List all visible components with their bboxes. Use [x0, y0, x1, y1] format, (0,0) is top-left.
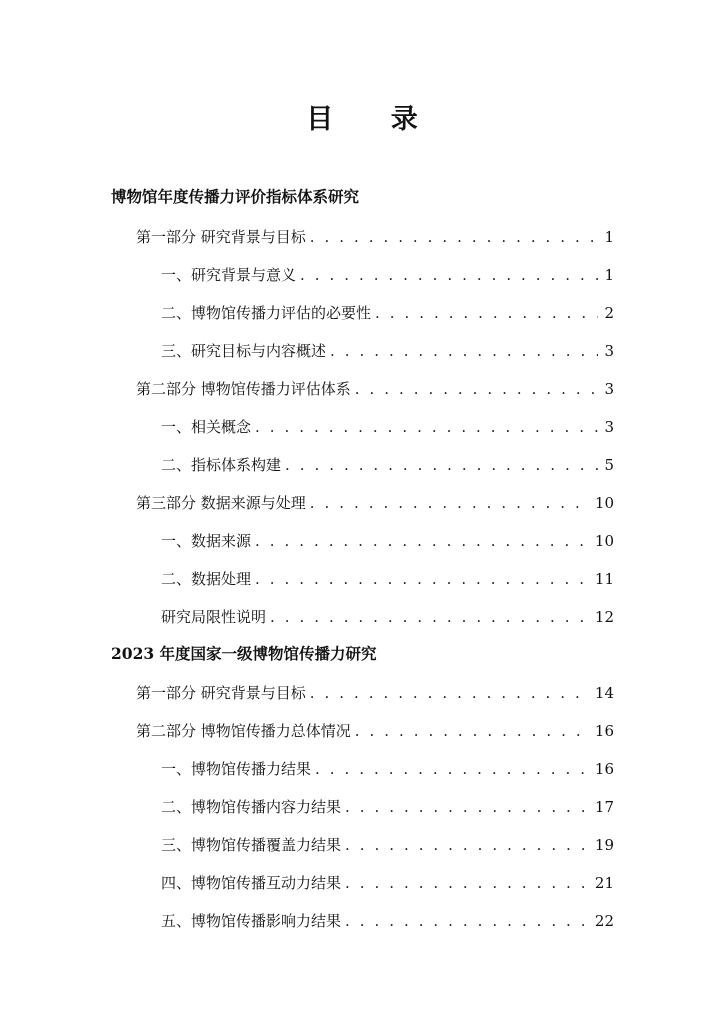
- toc-entry-page: 14: [594, 684, 614, 702]
- toc-entry-page: 3: [604, 380, 614, 398]
- toc-entry-label: 二、博物馆传播内容力结果: [161, 798, 342, 816]
- dot-leader: [255, 416, 598, 438]
- dot-leader: [345, 910, 589, 932]
- toc-entry[interactable]: [161, 340, 614, 362]
- toc-entry[interactable]: [136, 492, 614, 514]
- toc-entry[interactable]: [161, 302, 614, 324]
- section-title: 2023 年度国家一级博物馆传播力研究: [111, 644, 377, 663]
- toc-entry[interactable]: [161, 530, 614, 552]
- toc-entry[interactable]: [161, 910, 614, 932]
- toc-entry-page: 22: [594, 912, 614, 930]
- toc-entry-label: 三、研究目标与内容概述: [161, 342, 327, 360]
- dot-leader: [270, 606, 589, 628]
- toc-entry-page: 3: [604, 342, 614, 360]
- toc-entry[interactable]: [161, 796, 614, 818]
- toc-entry-label: 一、博物馆传播力结果: [161, 760, 312, 778]
- toc-entry[interactable]: [161, 758, 614, 780]
- toc-entry-page: 21: [594, 874, 614, 892]
- dot-leader: [255, 568, 589, 590]
- dot-leader: [315, 758, 589, 780]
- toc-entry-label: 第二部分 博物馆传播力总体情况: [136, 722, 351, 740]
- toc-entry[interactable]: [161, 834, 614, 856]
- toc-entry-label: 二、数据处理: [161, 570, 252, 588]
- toc-entry[interactable]: [136, 720, 614, 742]
- toc-entry-label: 一、数据来源: [161, 532, 252, 550]
- toc-entry-label: 第三部分 数据来源与处理: [136, 494, 306, 512]
- page-title: 目 录: [306, 104, 442, 135]
- dot-leader: [345, 834, 589, 856]
- toc-entry[interactable]: [136, 226, 614, 248]
- dot-leader: [300, 264, 598, 286]
- toc-entry[interactable]: [161, 568, 614, 590]
- dot-leader: [285, 454, 598, 476]
- toc-entry-label: 研究局限性说明: [161, 608, 267, 626]
- dot-leader: [345, 872, 589, 894]
- toc-entry-page: 5: [604, 456, 614, 474]
- dot-leader: [355, 720, 589, 742]
- dot-leader: [345, 796, 589, 818]
- dot-leader: [310, 682, 589, 704]
- dot-leader: [310, 492, 589, 514]
- toc-entry-label: 一、研究背景与意义: [161, 266, 297, 284]
- toc-entry-page: 1: [604, 266, 614, 284]
- dot-leader: [330, 340, 598, 362]
- toc-entry-page: 3: [604, 418, 614, 436]
- toc-entry[interactable]: [161, 264, 614, 286]
- toc-entry-page: 17: [594, 798, 614, 816]
- toc-entry-page: 19: [594, 836, 614, 854]
- toc-entry-page: 1: [604, 228, 614, 246]
- toc-entry-label: 四、博物馆传播互动力结果: [161, 874, 342, 892]
- toc-entry-label: 三、博物馆传播覆盖力结果: [161, 836, 342, 854]
- toc-entry-label: 第二部分 博物馆传播力评估体系: [136, 380, 351, 398]
- toc-entry-page: 10: [594, 494, 614, 512]
- toc-entry[interactable]: [161, 454, 614, 476]
- toc-entry-page: 10: [594, 532, 614, 550]
- dot-leader: [375, 302, 598, 324]
- toc-entry[interactable]: [136, 682, 614, 704]
- toc-entry[interactable]: [161, 416, 614, 438]
- dot-leader: [255, 530, 589, 552]
- toc-entry-label: 第一部分 研究背景与目标: [136, 684, 306, 702]
- toc-entry-label: 第一部分 研究背景与目标: [136, 228, 306, 246]
- toc-entry-label: 五、博物馆传播影响力结果: [161, 912, 342, 930]
- section-title: 博物馆年度传播力评价指标体系研究: [111, 187, 360, 206]
- toc-entry-page: 2: [604, 304, 614, 322]
- dot-leader: [310, 226, 598, 248]
- toc-entry-page: 12: [594, 608, 614, 626]
- toc-entry-page: 16: [594, 722, 614, 740]
- toc-entry[interactable]: [136, 378, 614, 400]
- toc-entry-label: 二、指标体系构建: [161, 456, 282, 474]
- toc-entry-page: 16: [594, 760, 614, 778]
- toc-entry[interactable]: [161, 872, 614, 894]
- toc-entry[interactable]: [161, 606, 614, 628]
- toc-entry-page: 11: [594, 570, 614, 588]
- toc-entry-label: 一、相关概念: [161, 418, 252, 436]
- dot-leader: [355, 378, 598, 400]
- toc-entry-label: 二、博物馆传播力评估的必要性: [161, 304, 372, 322]
